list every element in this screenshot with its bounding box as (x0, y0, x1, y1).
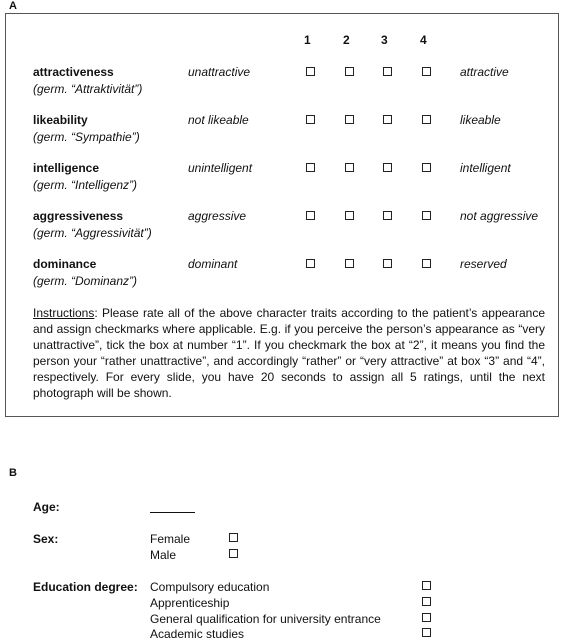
trait-name: intelligence (33, 161, 100, 175)
trait-name: dominance (33, 257, 97, 271)
rating-checkbox-3[interactable] (383, 163, 392, 172)
education-compulsory-checkbox[interactable] (422, 581, 431, 590)
education-option-university-entrance: General qualification for university entrance (150, 612, 381, 626)
rating-checkbox-3[interactable] (383, 67, 392, 76)
rating-checkbox-3[interactable] (383, 115, 392, 124)
instructions-text: : Please rate all of the above character traits according to the patient’s appearance and assign checkmarks where applicable. E.g. if you perceive the person’s appearance as “very unattractive”, tick the box at number “1”. If you checkmark the box at “2”, it means you find the person your “rather unattractive”, and accordingly “rather” or “very attractive” at box “3” and “4”, respectively. For every slide, you have 20 seconds to assign all 5 ratings, until the next photograph will be shown. (33, 306, 545, 400)
rating-checkbox-2[interactable] (345, 211, 354, 220)
trait-low-anchor: dominant (188, 257, 238, 271)
trait-german-name: (germ. “Attraktivität”) (33, 82, 143, 96)
trait-name: likeability (33, 113, 88, 127)
age-input-line[interactable] (150, 512, 195, 513)
scale-number-2: 2 (343, 33, 350, 47)
rating-checkbox-4[interactable] (422, 259, 431, 268)
rating-checkbox-3[interactable] (383, 211, 392, 220)
trait-high-anchor: intelligent (460, 161, 511, 175)
education-academic-checkbox[interactable] (422, 628, 431, 637)
rating-checkbox-2[interactable] (345, 259, 354, 268)
education-option-academic: Academic studies (150, 627, 245, 641)
rating-checkbox-2[interactable] (345, 67, 354, 76)
age-label: Age: (33, 500, 60, 514)
trait-german-name: (germ. “Aggressivität”) (33, 226, 152, 240)
sex-label: Sex: (33, 532, 59, 546)
scale-number-1: 1 (304, 33, 311, 47)
education-label: Education degree: (33, 580, 138, 594)
panel-a-label: A (9, 0, 17, 12)
trait-german-name: (germ. “Dominanz”) (33, 274, 138, 288)
trait-low-anchor: not likeable (188, 113, 249, 127)
sex-option-male: Male (150, 548, 177, 562)
trait-low-anchor: unintelligent (188, 161, 253, 175)
rating-checkbox-1[interactable] (306, 211, 315, 220)
education-university-entrance-checkbox[interactable] (422, 613, 431, 622)
rating-checkbox-4[interactable] (422, 211, 431, 220)
sex-option-female: Female (150, 532, 191, 546)
rating-checkbox-1[interactable] (306, 259, 315, 268)
trait-high-anchor: attractive (460, 65, 509, 79)
trait-name: aggressiveness (33, 209, 124, 223)
scale-number-4: 4 (420, 33, 427, 47)
trait-low-anchor: aggressive (188, 209, 247, 223)
rating-checkbox-3[interactable] (383, 259, 392, 268)
trait-name: attractiveness (33, 65, 114, 79)
instructions-heading: Instructions (33, 306, 95, 320)
rating-checkbox-4[interactable] (422, 67, 431, 76)
rating-checkbox-1[interactable] (306, 67, 315, 76)
trait-high-anchor: reserved (460, 257, 507, 271)
trait-high-anchor: not aggressive (460, 209, 539, 223)
rating-checkbox-2[interactable] (345, 163, 354, 172)
sex-female-checkbox[interactable] (229, 533, 238, 542)
rating-checkbox-1[interactable] (306, 115, 315, 124)
education-option-compulsory: Compulsory education (150, 580, 270, 594)
rating-checkbox-4[interactable] (422, 115, 431, 124)
education-apprenticeship-checkbox[interactable] (422, 597, 431, 606)
education-option-apprenticeship: Apprenticeship (150, 596, 230, 610)
trait-high-anchor: likeable (460, 113, 501, 127)
rating-checkbox-2[interactable] (345, 115, 354, 124)
scale-number-3: 3 (381, 33, 388, 47)
instructions-paragraph (33, 305, 545, 401)
trait-low-anchor: unattractive (188, 65, 251, 79)
sex-male-checkbox[interactable] (229, 549, 238, 558)
trait-german-name: (germ. “Intelligenz”) (33, 178, 138, 192)
rating-checkbox-1[interactable] (306, 163, 315, 172)
panel-b-label: B (9, 467, 17, 479)
trait-german-name: (germ. “Sympathie”) (33, 130, 140, 144)
rating-checkbox-4[interactable] (422, 163, 431, 172)
